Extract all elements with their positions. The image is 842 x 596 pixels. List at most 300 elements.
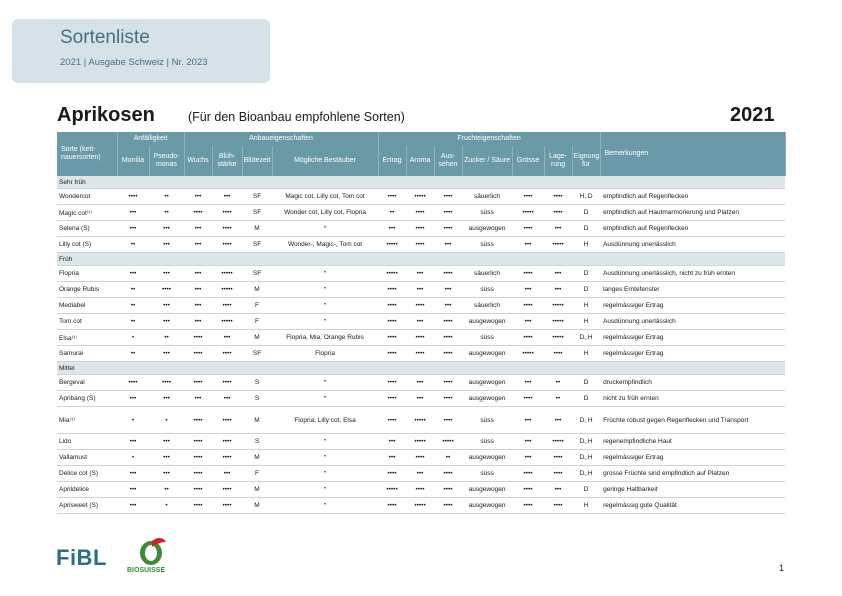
remark-cell: regelmässiger Ertrag	[600, 346, 785, 362]
table-cell: ••	[117, 298, 149, 314]
table-cell: H	[572, 298, 600, 314]
table-cell: •••••	[544, 330, 572, 346]
table-row	[57, 314, 785, 330]
table-row	[57, 434, 785, 450]
section-row	[57, 253, 785, 266]
remark-cell: regelmässiger Ertrag	[600, 298, 785, 314]
table-cell: ••••	[434, 314, 462, 330]
table-cell: ••	[544, 391, 572, 407]
variety-name: Lido	[57, 434, 117, 450]
table-cell: •••	[544, 407, 572, 434]
table-cell: ••	[117, 237, 149, 253]
remark-cell: Ausdünnung unerlässlich	[600, 237, 785, 253]
table-cell: Flopria	[272, 346, 378, 362]
table-cell: ••••	[212, 375, 242, 391]
remark-cell: empfindlich auf Regenflecken	[600, 189, 785, 205]
fibl-logo: FiBL	[56, 545, 107, 570]
table-cell: •••	[117, 482, 149, 498]
remark-cell: druckempfindlich	[600, 375, 785, 391]
section-row	[57, 362, 785, 375]
table-row	[57, 346, 785, 362]
table-cell: •••••	[544, 314, 572, 330]
table-cell: ••••	[184, 482, 212, 498]
table-cell: •••	[378, 450, 406, 466]
section-label: Sehr früh	[57, 176, 785, 189]
table-cell: F	[242, 314, 272, 330]
table-cell: •••••	[544, 298, 572, 314]
biosuisse-logo: BIOSUISSE	[127, 567, 166, 574]
table-cell: •••	[406, 314, 434, 330]
table-cell: M	[242, 450, 272, 466]
table-cell: *	[272, 434, 378, 450]
col-size: Grösse	[512, 146, 544, 176]
table-cell: H	[572, 314, 600, 330]
table-cell: •	[117, 407, 149, 434]
table-cell: •••	[117, 205, 149, 221]
table-cell: D	[572, 205, 600, 221]
table-cell: •	[117, 330, 149, 346]
table-cell: •••	[378, 221, 406, 237]
table-cell: *	[272, 282, 378, 298]
table-cell: •••••	[512, 346, 544, 362]
table-cell: ••••	[378, 282, 406, 298]
table-cell: D	[572, 482, 600, 498]
table-cell: ••	[149, 482, 184, 498]
table-cell: ••••	[434, 375, 462, 391]
table-cell: •	[149, 498, 184, 514]
remark-cell: empfindlich auf Hautmarmorierung und Platzen	[600, 205, 785, 221]
table-cell: •••••	[512, 205, 544, 221]
table-cell: •••	[212, 466, 242, 482]
table-cell: ••••	[434, 189, 462, 205]
table-cell: SF	[242, 189, 272, 205]
table-cell: ••••	[184, 205, 212, 221]
table-cell: ••	[149, 205, 184, 221]
table-cell: ••••	[212, 407, 242, 434]
table-cell: •••	[434, 282, 462, 298]
table-cell: ••••	[544, 189, 572, 205]
table-row	[57, 266, 785, 282]
table-cell: F	[242, 466, 272, 482]
table-cell: •••	[184, 298, 212, 314]
variety-name: Selena (S)	[57, 221, 117, 237]
table-cell: ••••	[406, 450, 434, 466]
table-cell: *	[272, 466, 378, 482]
table-cell: •••••	[544, 434, 572, 450]
table-cell: ••••	[434, 205, 462, 221]
table-cell: ••••	[434, 330, 462, 346]
table-cell: ••••	[434, 482, 462, 498]
table-cell: M	[242, 282, 272, 298]
table-cell: ••	[378, 205, 406, 221]
table-row	[57, 205, 785, 221]
table-cell: •••••	[434, 434, 462, 450]
table-cell: *	[272, 498, 378, 514]
table-cell: Wonder cot, Lilly cot, Flopria	[272, 205, 378, 221]
col-pollinators: Mögliche Bestäuber	[272, 146, 378, 176]
remark-cell: regelmässiger Ertrag	[600, 330, 785, 346]
table-cell: *	[272, 482, 378, 498]
table-cell: ••••	[378, 375, 406, 391]
table-cell: SF	[242, 346, 272, 362]
table-row	[57, 375, 785, 391]
table-cell: •••	[512, 375, 544, 391]
table-row	[57, 330, 785, 346]
table-cell: säuerlich	[462, 298, 512, 314]
remark-cell: Früchte robust gegen Regenflecken und Transport	[600, 407, 785, 434]
table-cell: •••••	[378, 482, 406, 498]
table-cell: •••	[117, 221, 149, 237]
table-cell: ••••	[117, 375, 149, 391]
table-cell: ••••	[544, 498, 572, 514]
table-cell: ••••	[184, 407, 212, 434]
table-cell: ••••	[434, 498, 462, 514]
table-cell: •••	[184, 237, 212, 253]
table-cell: Wonder-, Magic-, Tom cot	[272, 237, 378, 253]
table-cell: •••	[406, 391, 434, 407]
col-growth: Wuchs	[184, 146, 212, 176]
table-cell: •••	[512, 237, 544, 253]
col-bloom-time: Blütezeit	[242, 146, 272, 176]
table-cell: •••	[544, 482, 572, 498]
table-cell: S	[242, 391, 272, 407]
remark-cell: langes Erntefenster	[600, 282, 785, 298]
table-cell: ausgewogen	[462, 498, 512, 514]
table-cell: ••••	[544, 346, 572, 362]
table-cell: ausgewogen	[462, 450, 512, 466]
table-cell: ••••	[378, 330, 406, 346]
table-cell: ••••	[406, 205, 434, 221]
table-cell: •••	[406, 466, 434, 482]
table-cell: ••••	[406, 298, 434, 314]
variety-name: Tom cot	[57, 314, 117, 330]
section-label: Mittel	[57, 362, 785, 375]
table-cell: ••••	[512, 482, 544, 498]
table-cell: ••••	[406, 237, 434, 253]
table-cell: ••••	[117, 189, 149, 205]
table-cell: D, H	[572, 330, 600, 346]
table-cell: *	[272, 266, 378, 282]
table-cell: süss	[462, 434, 512, 450]
table-cell: •••	[149, 466, 184, 482]
table-cell: •••	[512, 282, 544, 298]
table-row	[57, 466, 785, 482]
table-cell: •••••	[212, 314, 242, 330]
table-cell: •••••	[544, 237, 572, 253]
table-cell: SF	[242, 205, 272, 221]
variety-name: Vallamust	[57, 450, 117, 466]
table-cell: •••••	[378, 237, 406, 253]
table-cell: •••••	[406, 498, 434, 514]
group-cultivation: Anbaueigenschaften	[184, 132, 378, 146]
table-cell: Flopria, Mia, Orange Rubis	[272, 330, 378, 346]
table-cell: •••	[149, 450, 184, 466]
table-cell: •••••	[378, 266, 406, 282]
table-cell: ••••	[434, 391, 462, 407]
table-cell: •	[149, 407, 184, 434]
section-row	[57, 176, 785, 189]
variety-name: Apribang (S)	[57, 391, 117, 407]
remark-cell: regenempfindliche Haut	[600, 434, 785, 450]
variety-table	[57, 132, 786, 514]
table-cell: ••	[149, 330, 184, 346]
table-cell: ••••	[406, 346, 434, 362]
table-cell: ••••	[512, 266, 544, 282]
table-cell: ••••	[378, 391, 406, 407]
table-cell: *	[272, 375, 378, 391]
table-cell: M	[242, 330, 272, 346]
table-cell: ausgewogen	[462, 482, 512, 498]
group-susceptibility: Anfälligkeit	[117, 132, 184, 146]
remark-cell: grosse Früchte sind empfindlich auf Platzen	[600, 466, 785, 482]
table-cell: D	[572, 282, 600, 298]
table-cell: •••	[512, 450, 544, 466]
table-cell: •••••	[212, 282, 242, 298]
page-number: 1	[779, 563, 785, 573]
table-cell: •••	[117, 498, 149, 514]
variety-name: Elsa⁽¹⁾	[57, 330, 117, 346]
variety-name: Aprisweet (S)	[57, 498, 117, 514]
table-cell: ••••	[512, 330, 544, 346]
table-cell: ••	[149, 189, 184, 205]
table-cell: SF	[242, 266, 272, 282]
table-cell: ••••	[212, 482, 242, 498]
variety-name: Mia⁽¹⁾	[57, 407, 117, 434]
table-cell: •••	[184, 189, 212, 205]
table-cell: Flopria, Lilly cot, Elsa	[272, 407, 378, 434]
table-row	[57, 407, 785, 434]
table-cell: •••	[149, 346, 184, 362]
table-cell: D	[572, 221, 600, 237]
table-cell: •••	[149, 298, 184, 314]
table-cell: ausgewogen	[462, 391, 512, 407]
table-row	[57, 391, 785, 407]
table-cell: ••••	[544, 466, 572, 482]
table-cell: ••••	[512, 498, 544, 514]
table-cell: •••	[544, 266, 572, 282]
table-cell: ••	[544, 375, 572, 391]
table-cell: M	[242, 221, 272, 237]
table-cell: •••	[149, 266, 184, 282]
table-cell: ••••	[406, 221, 434, 237]
table-cell: •••••	[406, 407, 434, 434]
table-cell: ••••	[512, 298, 544, 314]
table-cell: ausgewogen	[462, 221, 512, 237]
table-cell: D	[572, 266, 600, 282]
table-cell: •••	[544, 282, 572, 298]
table-cell: ••••	[184, 498, 212, 514]
table-cell: •••	[512, 314, 544, 330]
table-row	[57, 189, 785, 205]
table-row	[57, 298, 785, 314]
variety-name: Bergeval	[57, 375, 117, 391]
table-cell: ••••	[544, 450, 572, 466]
table-cell: ••••	[212, 434, 242, 450]
col-sugar-acid: Zucker / Säure	[462, 146, 512, 176]
table-cell: ••••	[212, 498, 242, 514]
table-cell: D, H	[572, 407, 600, 434]
remark-cell: empfindlich auf Regenflecken	[600, 221, 785, 237]
table-cell: ••••	[378, 298, 406, 314]
col-use: Eignung für	[572, 146, 600, 176]
table-cell: •	[117, 450, 149, 466]
table-cell: •••	[406, 282, 434, 298]
table-cell: H	[572, 346, 600, 362]
document-subtitle: 2021 | Ausgabe Schweiz | Nr. 2023	[60, 57, 208, 68]
table-cell: ••••	[434, 407, 462, 434]
table-cell: ••••	[378, 189, 406, 205]
table-cell: ••••	[184, 434, 212, 450]
table-cell: •••	[434, 298, 462, 314]
table-cell: H	[572, 237, 600, 253]
table-cell: *	[272, 450, 378, 466]
section-label: Früh	[57, 253, 785, 266]
table-cell: •••	[117, 266, 149, 282]
table-cell: •••	[512, 407, 544, 434]
page-year: 2021	[730, 104, 775, 126]
table-cell: •••	[184, 282, 212, 298]
table-row	[57, 221, 785, 237]
table-cell: ••••	[149, 282, 184, 298]
table-cell: •••	[434, 237, 462, 253]
remark-cell: Ausdünnung unerlässlich, nicht zu früh ernten	[600, 266, 785, 282]
table-cell: D, H	[572, 450, 600, 466]
table-cell: S	[242, 375, 272, 391]
table-cell: ••••	[434, 221, 462, 237]
table-cell: ••••	[149, 375, 184, 391]
table-cell: •••	[212, 391, 242, 407]
col-yield: Ertrag	[378, 146, 406, 176]
table-cell: S	[242, 434, 272, 450]
variety-name: Aprildelice	[57, 482, 117, 498]
table-cell: ••••	[212, 237, 242, 253]
table-cell: H	[572, 498, 600, 514]
group-fruit: Fruchteigenschaften	[378, 132, 600, 146]
table-cell: ••••	[406, 330, 434, 346]
table-cell: säuerlich	[462, 189, 512, 205]
variety-name: Samurai	[57, 346, 117, 362]
table-cell: ••••	[212, 450, 242, 466]
table-cell: F	[242, 298, 272, 314]
col-monilia: Monilia	[117, 146, 149, 176]
table-cell: süss	[462, 330, 512, 346]
table-cell: D, H	[572, 466, 600, 482]
table-cell: ••••	[184, 375, 212, 391]
table-cell: •••••	[406, 434, 434, 450]
table-cell: •••	[149, 237, 184, 253]
table-cell: süss	[462, 282, 512, 298]
table-cell: ••	[117, 282, 149, 298]
table-cell: D, H	[572, 434, 600, 450]
table-cell: M	[242, 498, 272, 514]
table-cell: •••	[149, 314, 184, 330]
remark-cell: geringe Haltbarkeit	[600, 482, 785, 498]
col-remarks: Bemerkungen	[600, 132, 785, 176]
table-cell: süss	[462, 205, 512, 221]
table-row	[57, 450, 785, 466]
variety-name: Flopria	[57, 266, 117, 282]
table-cell: säuerlich	[462, 266, 512, 282]
table-cell: •••	[149, 434, 184, 450]
variety-name: Mediabel	[57, 298, 117, 314]
variety-name: Wondercot	[57, 189, 117, 205]
table-cell: •••	[184, 314, 212, 330]
table-cell: ••••	[378, 498, 406, 514]
table-row	[57, 498, 785, 514]
variety-name: Delice cot (S)	[57, 466, 117, 482]
table-cell: ••	[117, 346, 149, 362]
header-box	[12, 19, 270, 83]
table-cell: ••••	[544, 205, 572, 221]
table-cell: Magic cot, Lilly cot, Tom cot	[272, 189, 378, 205]
table-cell: ausgewogen	[462, 314, 512, 330]
col-bloom-strength: Blühstärke	[212, 146, 242, 176]
col-aroma: Aroma	[406, 146, 434, 176]
document-title: Sortenliste	[60, 27, 150, 48]
table-cell: •••	[212, 189, 242, 205]
table-cell: ••••	[378, 314, 406, 330]
col-storage: Lagerung	[544, 146, 572, 176]
table-cell: ••	[117, 314, 149, 330]
table-cell: ••••	[406, 482, 434, 498]
table-cell: ••••	[212, 221, 242, 237]
table-cell: •••	[544, 221, 572, 237]
page-heading: Aprikosen	[57, 104, 155, 126]
table-body	[57, 176, 785, 514]
table-cell: H, D	[572, 189, 600, 205]
table-cell: •••	[184, 391, 212, 407]
variety-name: Lilly cot (S)	[57, 237, 117, 253]
table-cell: süss	[462, 237, 512, 253]
table-row	[57, 237, 785, 253]
table-cell: •••••	[212, 266, 242, 282]
table-cell: ••••	[378, 346, 406, 362]
table-cell: •••	[149, 221, 184, 237]
table-cell: ••••	[212, 298, 242, 314]
table-cell: ••••	[184, 346, 212, 362]
table-cell: ••••	[512, 221, 544, 237]
table-cell: ••••	[212, 205, 242, 221]
table-cell: ••••	[184, 450, 212, 466]
col-variety: Sorte (kettnauersorten)	[57, 132, 117, 176]
table-cell: ••••	[378, 466, 406, 482]
table-cell: ausgewogen	[462, 346, 512, 362]
table-cell: ••••	[212, 346, 242, 362]
table-cell: •••	[406, 375, 434, 391]
table-cell: •••	[378, 434, 406, 450]
table-cell: •••	[117, 391, 149, 407]
table-cell: *	[272, 298, 378, 314]
table-cell: ••••	[512, 466, 544, 482]
table-cell: •••	[184, 221, 212, 237]
remark-cell: nicht zu früh ernten	[600, 391, 785, 407]
table-cell: •••	[212, 330, 242, 346]
table-cell: ••••	[434, 346, 462, 362]
table-row	[57, 482, 785, 498]
remark-cell: Ausdünnung unerlässlich	[600, 314, 785, 330]
table-cell: ••••	[434, 466, 462, 482]
table-cell: ••••	[184, 330, 212, 346]
remark-cell: regelmässig gute Qualität	[600, 498, 785, 514]
table-cell: ••••	[378, 407, 406, 434]
remark-cell: regelmässiger Ertrag	[600, 450, 785, 466]
table-cell: ••••	[512, 189, 544, 205]
page-heading-note: (Für den Bioanbau empfohlene Sorten)	[188, 110, 405, 124]
table-cell: süss	[462, 466, 512, 482]
variety-name: Orange Rubis	[57, 282, 117, 298]
table-cell: •••	[184, 266, 212, 282]
table-cell: •••	[117, 434, 149, 450]
